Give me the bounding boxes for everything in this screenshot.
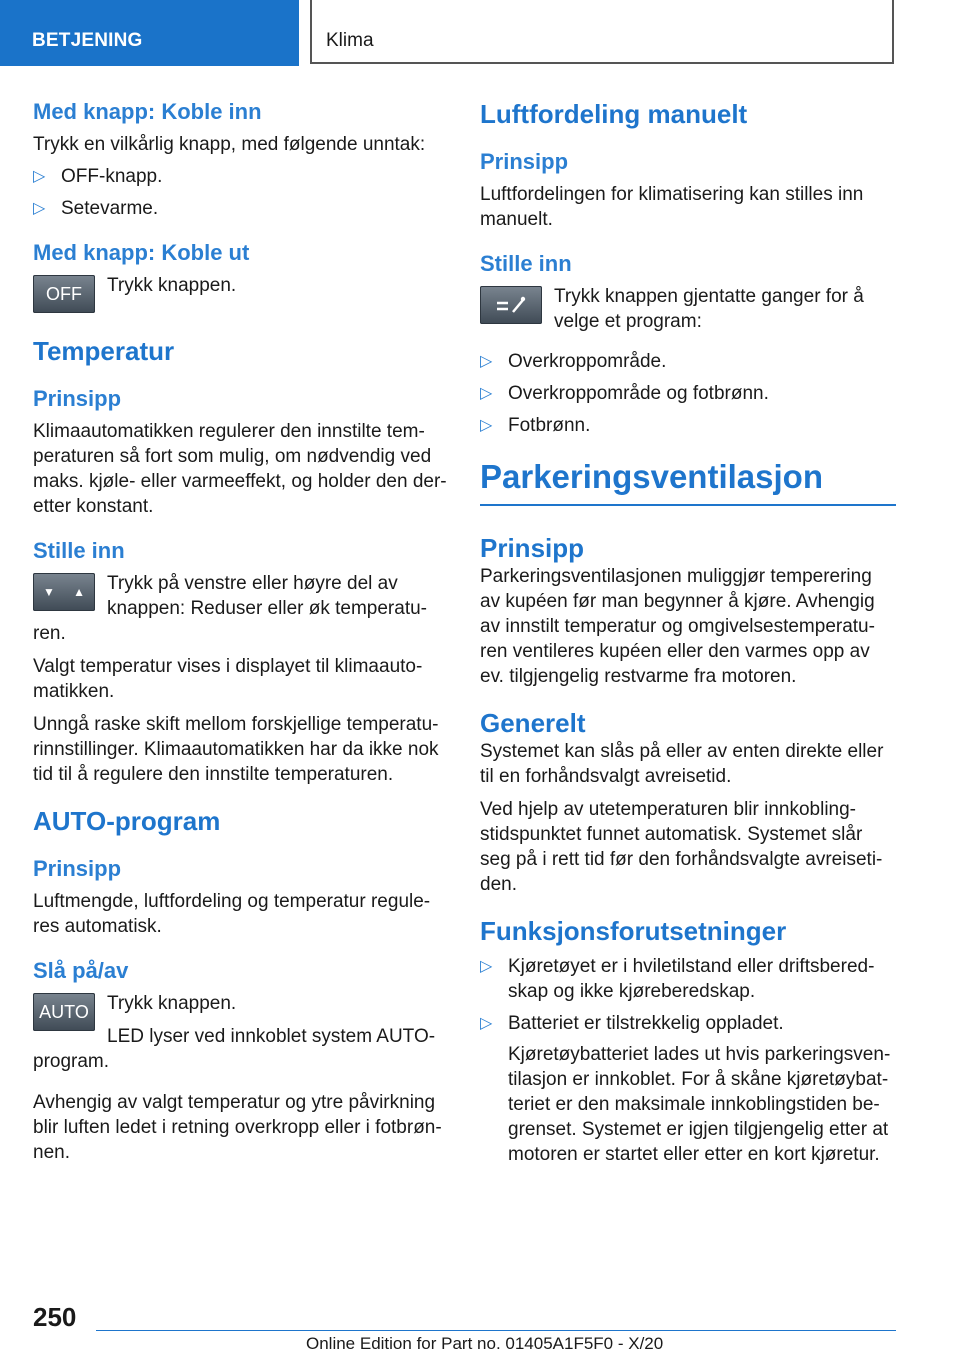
- heading-auto-program: AUTO-program: [33, 806, 221, 836]
- text-stille-inn-luftfordeling: Trykk knappen gjentatte ganger for å velge et program:: [554, 286, 864, 332]
- triangle-bullet-icon: ▷: [33, 168, 46, 185]
- text-prinsipp-auto: Luftmengde, luftfordeling og temperatur regule-res automatisk.: [33, 891, 431, 937]
- heading-funksjonsforutsetninger: Funksjonsforutsetninger: [480, 916, 787, 946]
- triangle-bullet-icon: ▷: [480, 385, 493, 402]
- heading-generelt: Generelt: [480, 708, 586, 738]
- heading-koble-inn: Med knapp: Koble inn: [33, 99, 262, 124]
- text-prinsipp-parkering: Parkeringsventilasjonen muliggjør temperering av kupéen før man begynner å kjøre. Avhengig av innstilt temperatur og omgivelsestemperatu-ren ventileres kupéen eller den varmes opp av ev. tilgjengelig restvarme fra motoren.: [480, 566, 875, 687]
- header-section-tab: [0, 0, 299, 66]
- auto-button-icon: AUTO: [33, 993, 95, 1031]
- text-prinsipp-luftfordeling: Luftfordelingen for klimatisering kan stilles inn manuelt.: [480, 184, 864, 230]
- text-generelt-1: Systemet kan slås på eller av enten direkte eller til en forhåndsvalgt avreisetid.: [480, 741, 884, 787]
- off-button-icon: OFF: [33, 275, 95, 313]
- list-item: ▷ Batteriet er tilstrekkelig oppladet. Kjøretøybatteriet lades ut hvis parkeringsven-tilasjon er innkoblet. For å skåne kjøretøybat-teriet er den maksimale innkoblingstiden be-grenset. Systemet er igjen tilgjengelig etter at motoren er startet eller etter en kort kjøretur.: [480, 1011, 896, 1167]
- list-program: [480, 349, 896, 438]
- air-distribution-button-icon: [480, 286, 542, 324]
- temperature-rocker-icon: ▼ ▲: [33, 573, 95, 611]
- text-sla-led: LED lyser ved innkoblet system AUTO-program.: [33, 1026, 436, 1072]
- heading-koble-ut: Med knapp: Koble ut: [33, 240, 250, 265]
- air-distribution-icon: [494, 295, 528, 315]
- heading-prinsipp: Prinsipp: [33, 856, 122, 881]
- heading-stille-inn: Stille inn: [33, 538, 125, 563]
- text-koble-inn: Trykk en vilkårlig knapp, med følgende unntak:: [33, 134, 426, 155]
- footer-edition: Online Edition for Part no. 01405A1F5F0 - X/20: [306, 1334, 664, 1353]
- list-item: ▷ Setevarme.: [33, 198, 159, 219]
- text-unnga: Unngå raske skift mellom forskjellige temperatu-rinnstillinger. Klimaautomatikken har da ikke nok tid til å regulere den innstilte temperaturen.: [33, 714, 439, 785]
- list-item: ▷ OFF-knapp.: [33, 166, 163, 187]
- footer-divider: [96, 1330, 896, 1331]
- text-valgt-temperatur: Valgt temperatur vises i displayet til klimaauto-matikken.: [33, 656, 423, 702]
- heading-temperatur: Temperatur: [33, 336, 175, 366]
- list-item-subtext: Kjøretøybatteriet lades ut hvis parkeringsven-tilasjon er innkoblet. For å skåne kjøretøybat-teriet er den maksimale innkoblingstiden be-grenset. Systemet er igjen tilgjengelig etter at motoren er startet eller etter en kort kjøretur.: [508, 1044, 891, 1165]
- heading-luftfordeling: Luftfordeling manuelt: [480, 99, 748, 129]
- heading-parkeringsventilasjon: Parkeringsventilasjon: [480, 458, 823, 495]
- list-item: ▷ Overkroppområde.: [480, 351, 667, 372]
- triangle-bullet-icon: ▷: [480, 353, 493, 370]
- header-section-label: BETJENING: [32, 30, 143, 51]
- page-number: 250: [33, 1302, 77, 1332]
- triangle-bullet-icon: ▷: [480, 417, 493, 434]
- header-chapter-label: Klima: [326, 30, 374, 51]
- text-prinsipp-temperatur: Klimaautomatikken regulerer den innstilte tem-peraturen så fort som mulig, om nødvendig ved maks. kjøle- eller varmeeffekt, og holder den der-etter konstant.: [33, 421, 447, 517]
- text-stille-inn-temperatur: Trykk på venstre eller høyre del av knappen: Reduser eller øk temperatu-ren.: [33, 573, 427, 644]
- heading-prinsipp: Prinsipp: [480, 149, 569, 174]
- header-chapter-box: [310, 0, 894, 64]
- heading-sla-pa-av: Slå på/av: [33, 958, 129, 983]
- list-item: ▷ Fotbrønn.: [480, 415, 591, 436]
- heading-prinsipp: Prinsipp: [480, 533, 585, 563]
- triangle-bullet-icon: ▷: [480, 1015, 493, 1032]
- right-column: [480, 98, 896, 1167]
- list-koble-inn: [33, 164, 447, 221]
- list-funksjon: [480, 954, 896, 1167]
- heading-stille-inn: Stille inn: [480, 251, 572, 276]
- list-item: ▷ Overkroppområde og fotbrønn.: [480, 383, 769, 404]
- text-koble-ut: Trykk knappen.: [107, 275, 237, 296]
- text-avhengig: Avhengig av valgt temperatur og ytre påvirkning blir luften ledet i retning overkropp eller i fotbrøn-nen.: [33, 1092, 442, 1163]
- list-item: ▷ Kjøretøyet er i hviletilstand eller driftsbered-skap og ikke kjøreberedskap.: [480, 956, 875, 1002]
- triangle-bullet-icon: ▷: [480, 958, 493, 975]
- left-column: [33, 98, 447, 1165]
- text-sla-trykk: Trykk knappen.: [107, 993, 237, 1014]
- chapter-heading-box: [480, 456, 896, 506]
- heading-prinsipp: Prinsipp: [33, 386, 122, 411]
- text-generelt-2: Ved hjelp av utetemperaturen blir innkobling-stidspunktet funnet automatisk. Systemet slår seg på i rett tid før den forhåndsvalgte avreiseti-den.: [480, 799, 883, 895]
- triangle-bullet-icon: ▷: [33, 200, 46, 217]
